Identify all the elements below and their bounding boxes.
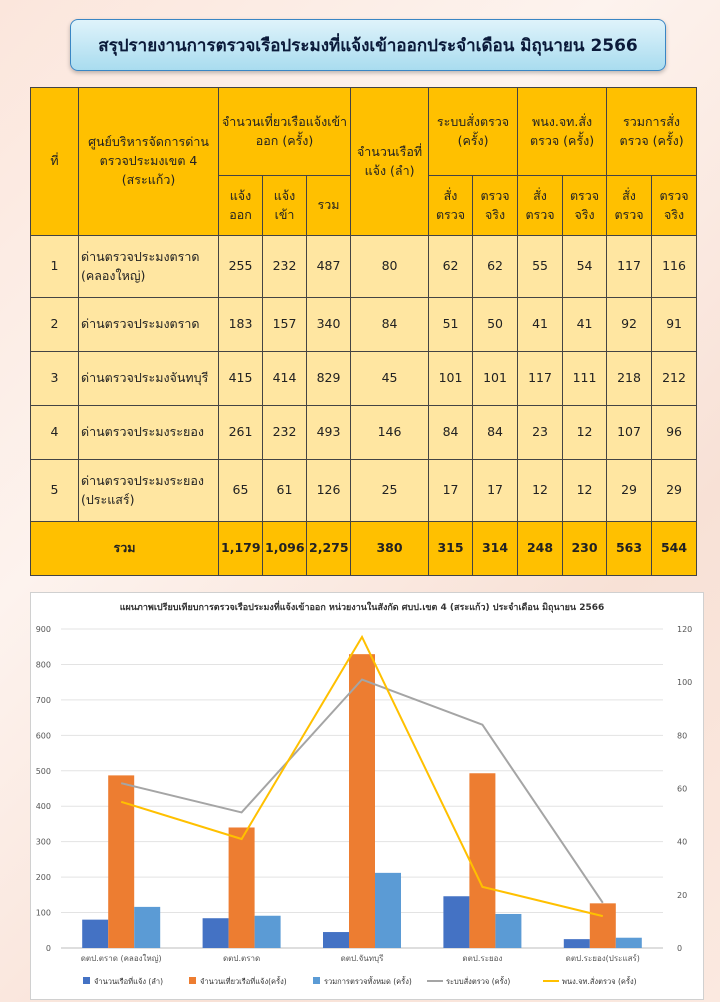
cell-tot-actual: 96 xyxy=(652,406,697,460)
cell-out: 65 xyxy=(219,460,263,522)
cell-tot-order: 218 xyxy=(607,352,652,406)
cell-out: 415 xyxy=(219,352,263,406)
total-sys-actual: 314 xyxy=(473,522,518,576)
total-off-actual: 230 xyxy=(563,522,607,576)
cell-tot-actual: 91 xyxy=(652,298,697,352)
y-tick-label: 600 xyxy=(35,731,51,741)
table-row xyxy=(31,352,697,406)
cell-name: ด่านตรวจประมงระยอง xyxy=(79,406,219,460)
cell-tot-order: 29 xyxy=(607,460,652,522)
bar xyxy=(590,903,616,948)
total-tot-order: 563 xyxy=(607,522,652,576)
bar xyxy=(495,914,521,948)
header-sum: รวม xyxy=(307,176,351,236)
cell-sys-order: 84 xyxy=(429,406,473,460)
cell-sum: 829 xyxy=(307,352,351,406)
cell-name: ด่านตรวจประมงตราด (คลองใหญ่) xyxy=(79,236,219,298)
y2-tick-label: 0 xyxy=(677,944,683,953)
legend-swatch xyxy=(83,977,90,984)
cell-no: 3 xyxy=(31,352,79,406)
legend-label: ระบบสั่งตรวจ (ครั้ง) xyxy=(446,977,511,986)
x-tick-label: ดตป.ตราด (คลองใหญ่) xyxy=(80,954,162,963)
legend-label: พนง.จท.สั่งตรวจ (ครั้ง) xyxy=(562,977,637,986)
cell-boats: 146 xyxy=(351,406,429,460)
legend-swatch xyxy=(313,977,320,984)
total-out: 1,179 xyxy=(219,522,263,576)
cell-boats: 45 xyxy=(351,352,429,406)
y2-tick-label: 120 xyxy=(677,625,693,634)
y2-tick-label: 40 xyxy=(677,837,688,847)
cell-sum: 340 xyxy=(307,298,351,352)
cell-sys-actual: 62 xyxy=(473,236,518,298)
x-tick-label: ดตป.ระยอง(ประแสร์) xyxy=(565,954,640,963)
header-sys-order: สั่งตรวจ xyxy=(429,176,473,236)
header-off-order: สั่งตรวจ xyxy=(518,176,563,236)
legend-label: รวมการตรวจทั้งหมด (ครั้ง) xyxy=(324,977,412,986)
cell-sys-actual: 50 xyxy=(473,298,518,352)
cell-sum: 126 xyxy=(307,460,351,522)
table-row xyxy=(31,298,697,352)
cell-sys-actual: 17 xyxy=(473,460,518,522)
header-center: ศูนย์บริหารจัดการด่านตรวจประมงเขต 4 (สระแก้ว) xyxy=(79,88,219,236)
x-tick-label: ดตป.จันทบุรี xyxy=(340,954,384,963)
cell-off-order: 23 xyxy=(518,406,563,460)
header-boats: จำนวนเรือที่แจ้ง (ลำ) xyxy=(351,88,429,236)
bar xyxy=(108,775,134,948)
cell-in: 414 xyxy=(263,352,307,406)
header-tot-order: สั่งตรวจ xyxy=(607,176,652,236)
header-trips: จำนวนเที่ยวเรือแจ้งเข้าออก (ครั้ง) xyxy=(219,88,351,176)
cell-tot-actual: 212 xyxy=(652,352,697,406)
bar xyxy=(469,773,495,948)
y-tick-label: 100 xyxy=(35,908,51,918)
report-title: สรุปรายงานการตรวจเรือประมงที่แจ้งเข้าออกประจำเดือน มิถุนายน 2566 xyxy=(70,19,666,71)
y-tick-label: 300 xyxy=(35,837,51,847)
cell-tot-actual: 116 xyxy=(652,236,697,298)
chart-svg xyxy=(31,593,703,999)
cell-sys-order: 101 xyxy=(429,352,473,406)
bar xyxy=(375,873,401,948)
cell-tot-order: 92 xyxy=(607,298,652,352)
cell-off-actual: 54 xyxy=(563,236,607,298)
cell-sum: 487 xyxy=(307,236,351,298)
y-tick-label: 500 xyxy=(35,766,51,776)
cell-no: 2 xyxy=(31,298,79,352)
y2-tick-label: 20 xyxy=(677,890,688,900)
cell-off-actual: 111 xyxy=(563,352,607,406)
cell-off-order: 117 xyxy=(518,352,563,406)
total-sys-order: 315 xyxy=(429,522,473,576)
bar xyxy=(203,918,229,948)
cell-tot-actual: 29 xyxy=(652,460,697,522)
report-table xyxy=(30,87,697,576)
legend-swatch xyxy=(189,977,196,984)
cell-off-order: 41 xyxy=(518,298,563,352)
y-tick-label: 900 xyxy=(35,625,51,634)
cell-off-actual: 41 xyxy=(563,298,607,352)
bar xyxy=(255,916,281,948)
cell-tot-order: 117 xyxy=(607,236,652,298)
cell-sys-actual: 101 xyxy=(473,352,518,406)
cell-out: 261 xyxy=(219,406,263,460)
bar xyxy=(134,907,160,948)
header-out: แจ้งออก xyxy=(219,176,263,236)
cell-off-order: 55 xyxy=(518,236,563,298)
header-officer: พนง.จท.สั่งตรวจ (ครั้ง) xyxy=(518,88,607,176)
header-no: ที่ xyxy=(31,88,79,236)
cell-in: 232 xyxy=(263,406,307,460)
bar xyxy=(349,654,375,948)
y-tick-label: 400 xyxy=(35,802,51,812)
header-sys-actual: ตรวจจริง xyxy=(473,176,518,236)
table-row xyxy=(31,236,697,298)
cell-sum: 493 xyxy=(307,406,351,460)
cell-name: ด่านตรวจประมงตราด xyxy=(79,298,219,352)
cell-no: 5 xyxy=(31,460,79,522)
comparison-chart xyxy=(30,592,704,1000)
header-off-actual: ตรวจจริง xyxy=(563,176,607,236)
cell-off-actual: 12 xyxy=(563,460,607,522)
cell-boats: 25 xyxy=(351,460,429,522)
total-boats: 380 xyxy=(351,522,429,576)
header-system: ระบบสั่งตรวจ (ครั้ง) xyxy=(429,88,518,176)
cell-boats: 84 xyxy=(351,298,429,352)
y-tick-label: 200 xyxy=(35,873,51,883)
cell-off-actual: 12 xyxy=(563,406,607,460)
bar xyxy=(323,932,349,948)
cell-name: ด่านตรวจประมงจันทบุรี xyxy=(79,352,219,406)
header-tot-actual: ตรวจจริง xyxy=(652,176,697,236)
x-tick-label: ดตป.ตราด xyxy=(222,954,261,963)
y2-tick-label: 80 xyxy=(677,731,688,741)
legend-label: จำนวนเรือที่แจ้ง (ลำ) xyxy=(94,977,164,986)
legend-label: จำนวนเที่ยวเรือที่แจ้ง(ครั้ง) xyxy=(200,977,287,986)
total-in: 1,096 xyxy=(263,522,307,576)
cell-off-order: 12 xyxy=(518,460,563,522)
total-tot-actual: 544 xyxy=(652,522,697,576)
x-tick-label: ดตป.ระยอง xyxy=(462,954,503,963)
y2-tick-label: 100 xyxy=(677,678,693,688)
table-row xyxy=(31,460,697,522)
cell-sys-order: 62 xyxy=(429,236,473,298)
y-tick-label: 0 xyxy=(45,944,51,953)
bar xyxy=(564,939,590,948)
cell-sys-actual: 84 xyxy=(473,406,518,460)
cell-sys-order: 51 xyxy=(429,298,473,352)
cell-out: 183 xyxy=(219,298,263,352)
total-label: รวม xyxy=(31,522,219,576)
cell-name: ด่านตรวจประมงระยอง (ประแสร์) xyxy=(79,460,219,522)
cell-sys-order: 17 xyxy=(429,460,473,522)
header-total: รวมการสั่งตรวจ (ครั้ง) xyxy=(607,88,697,176)
header-in: แจ้งเข้า xyxy=(263,176,307,236)
bar xyxy=(82,920,108,948)
table-row xyxy=(31,406,697,460)
total-off-order: 248 xyxy=(518,522,563,576)
bar xyxy=(616,938,642,948)
cell-out: 255 xyxy=(219,236,263,298)
cell-in: 232 xyxy=(263,236,307,298)
bar xyxy=(443,896,469,948)
cell-in: 61 xyxy=(263,460,307,522)
total-row xyxy=(31,522,697,576)
cell-in: 157 xyxy=(263,298,307,352)
chart-title: แผนภาพเปรียบเทียบการตรวจเรือประมงที่แจ้งเข้าออก หน่วยงานในสังกัด ศบป.เขต 4 (สระแก้ว) ประจำเดือน มิถุนายน 2566 xyxy=(119,603,605,613)
y-tick-label: 800 xyxy=(35,660,51,670)
y2-tick-label: 60 xyxy=(677,784,688,794)
cell-no: 4 xyxy=(31,406,79,460)
y-tick-label: 700 xyxy=(35,695,51,705)
cell-no: 1 xyxy=(31,236,79,298)
bar xyxy=(229,827,255,948)
cell-boats: 80 xyxy=(351,236,429,298)
cell-tot-order: 107 xyxy=(607,406,652,460)
total-sum: 2,275 xyxy=(307,522,351,576)
